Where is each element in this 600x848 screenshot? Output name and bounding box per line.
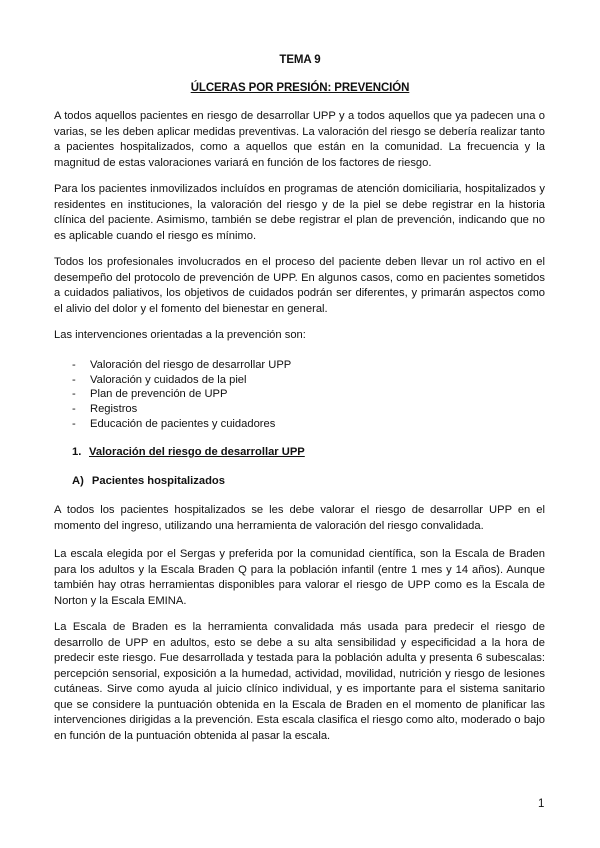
list-item: - Valoración del riesgo de desarrollar UPP: [72, 358, 291, 373]
paragraph-intro: A todos aquellos pacientes en riesgo de desarrollar UPP y a todos aquellos que ya padecen una o varias, se les deben aplicar medidas preventivas. La valoración del riesgo se debería realizar tanto a pacientes hospitalizados, como a aquellos que están en la comunidad. La frecuencia y la magnitud de estas valoraciones variará en función de los factores de riesgo.: [54, 110, 545, 169]
section-number: 1.: [72, 446, 82, 458]
section-title: Valoración del riesgo de desarrollar UPP: [89, 446, 305, 458]
paragraph-inmovilizados: Para los pacientes inmovilizados incluídos en programas de atención domiciliaria, hospitalizados y residentes en instituciones, la valoración del riesgo y de la piel se debe registrar en la historia clínica del paciente. Asimismo, también se debe registrar el plan de prevención, indicando que no es aplicable cuando el riesgo es mínimo.: [54, 183, 545, 242]
list-item: - Registros: [72, 402, 291, 417]
subsection-label: A): [72, 475, 84, 487]
section-heading: [72, 446, 305, 458]
interventions-list: [72, 358, 291, 431]
list-item: - Valoración y cuidados de la piel: [72, 373, 291, 388]
paragraph-braden: La Escala de Braden es la herramienta convalidada más usada para predecir el riesgo de desarrollo de UPP en adultos, esto se debe a su alta sensibilidad y especificidad a la hora de predecir este riesgo. Fue desarrollada y testada para la población adulta y presenta 6 subescalas: percepción sensorial, exposición a la humedad, actividad, movilidad, nutrición y riesgo de lesiones cutáneas. Sirve como ayuda al juicio clínico individual, y es importante para el sistema sanitario que se considere la puntuación obtenida en la Escala de Braden en el momento de planificar las intervenciones dirigidas a la prevención. Esta escala clasifica el riesgo como alto, moderado o bajo en función de la puntuación obtenida al pasar la escala.: [54, 621, 545, 742]
subsection-heading: [72, 475, 225, 487]
paragraph-escala: La escala elegida por el Sergas y preferida por la comunidad científica, son la Escala de Braden para los adultos y la Escala Braden Q para la población infantil (entre 1 mes y 14 años). Aunque también hay otras herramientas disponibles para valorar el riesgo de UPP como es la Escala de Norton y la Escala EMINA.: [54, 548, 545, 607]
paragraph-intervenciones-intro: Las intervenciones orientadas a la prevención son:: [54, 329, 306, 341]
list-item: - Educación de pacientes y cuidadores: [72, 417, 291, 432]
paragraph-hospitalizados: A todos los pacientes hospitalizados se les debe valorar el riesgo de desarrollar UPP en el momento del ingreso, utilizando una herramienta de valoración del riesgo convalidada.: [54, 504, 545, 532]
topic-heading: TEMA 9: [279, 54, 321, 66]
paragraph-profesionales: Todos los profesionales involucrados en el proceso del paciente deben llevar un rol activo en el desempeño del protocolo de prevención de UPP. En algunos casos, como en pacientes sometidos a cuidados paliativos, los objetivos de cuidados podrán ser diferentes, y primarán aspectos como el alivio del dolor y el fomento del bienestar en general.: [54, 256, 545, 315]
subsection-title: Pacientes hospitalizados: [91, 475, 225, 487]
page-title: ÚLCERAS POR PRESIÓN: PREVENCIÓN: [190, 82, 410, 94]
page-number: 1: [538, 798, 545, 810]
list-item: - Plan de prevención de UPP: [72, 387, 291, 402]
